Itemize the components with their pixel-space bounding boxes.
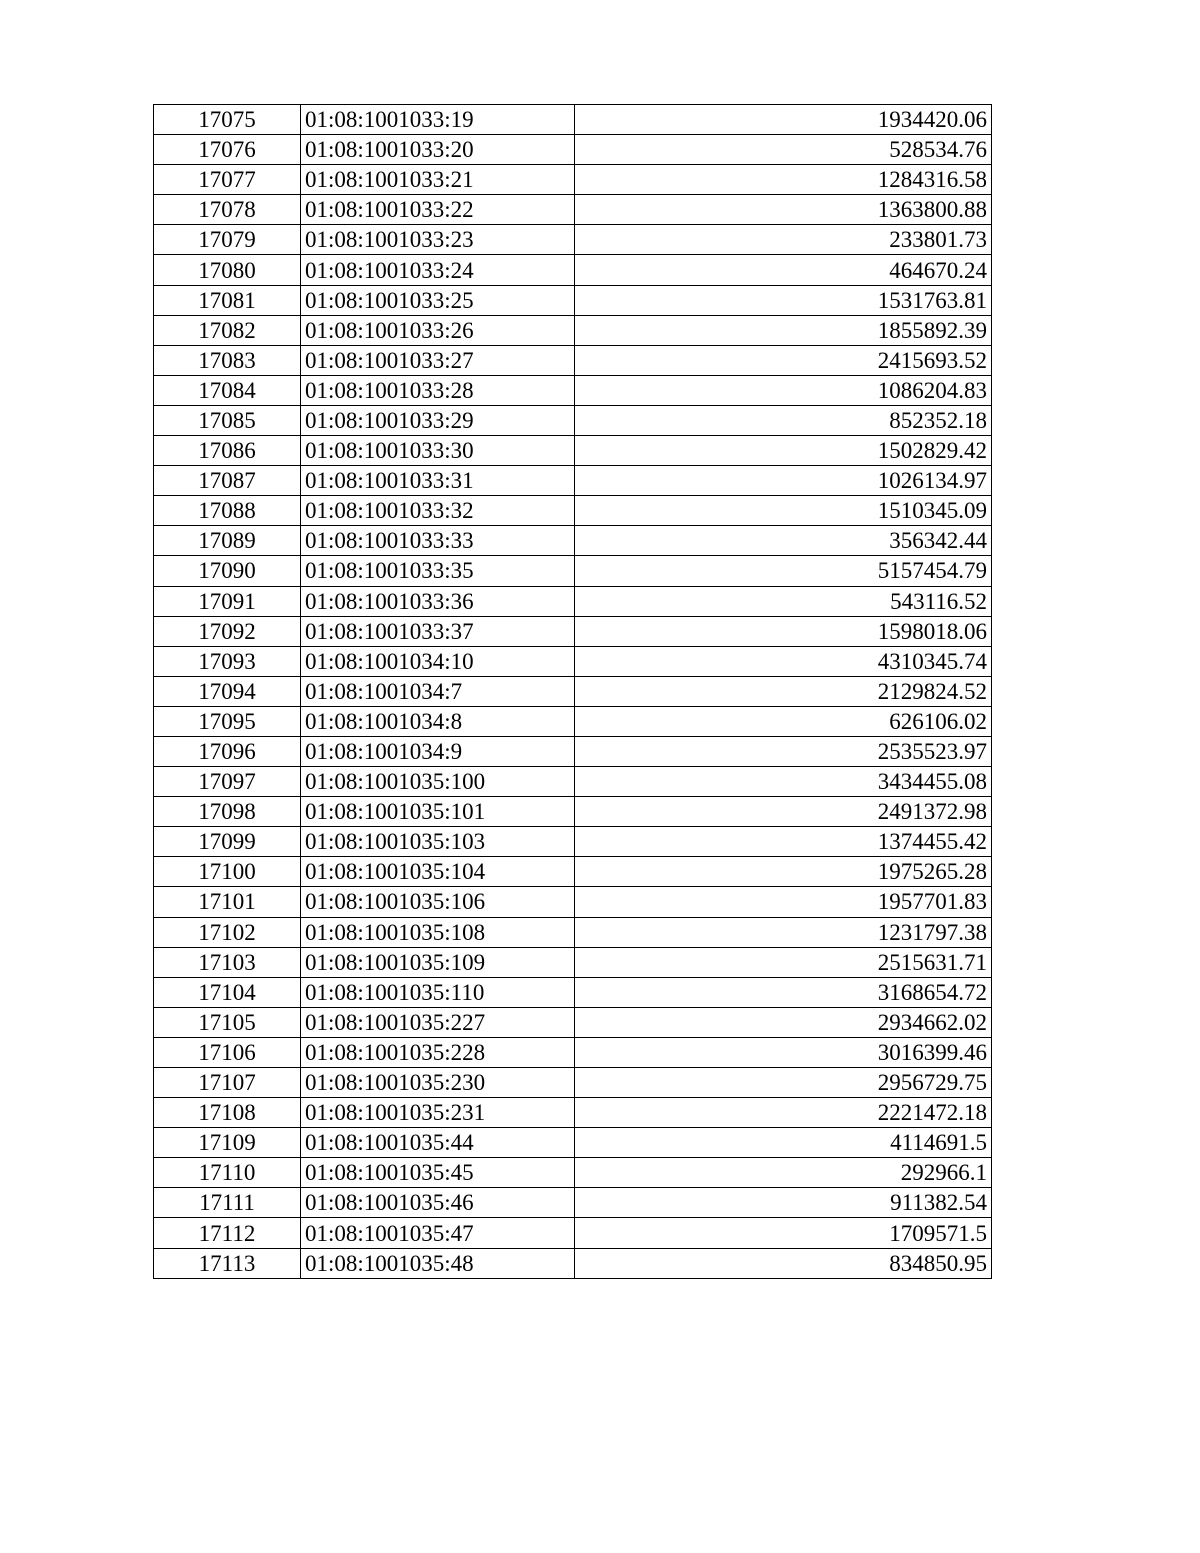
row-value: 1026134.97 bbox=[575, 466, 992, 496]
row-value: 3168654.72 bbox=[575, 977, 992, 1007]
row-number: 17077 bbox=[154, 165, 301, 195]
table-row bbox=[154, 315, 992, 345]
table-row bbox=[154, 676, 992, 706]
table-row bbox=[154, 827, 992, 857]
table-row bbox=[154, 586, 992, 616]
cadastral-code: 01:08:1001033:19 bbox=[301, 105, 575, 135]
row-number: 17092 bbox=[154, 616, 301, 646]
row-number: 17107 bbox=[154, 1068, 301, 1098]
table-row bbox=[154, 345, 992, 375]
table-row bbox=[154, 255, 992, 285]
cadastral-code: 01:08:1001033:26 bbox=[301, 315, 575, 345]
cadastral-code: 01:08:1001034:10 bbox=[301, 646, 575, 676]
cadastral-code: 01:08:1001035:227 bbox=[301, 1007, 575, 1037]
row-number: 17090 bbox=[154, 556, 301, 586]
row-value: 1284316.58 bbox=[575, 165, 992, 195]
row-number: 17084 bbox=[154, 375, 301, 405]
row-number: 17112 bbox=[154, 1218, 301, 1248]
row-value: 2415693.52 bbox=[575, 345, 992, 375]
cadastral-code: 01:08:1001033:31 bbox=[301, 466, 575, 496]
row-value: 2515631.71 bbox=[575, 947, 992, 977]
table-row bbox=[154, 105, 992, 135]
table-row bbox=[154, 1158, 992, 1188]
cadastral-code: 01:08:1001034:8 bbox=[301, 706, 575, 736]
cadastral-code: 01:08:1001033:21 bbox=[301, 165, 575, 195]
table-row bbox=[154, 857, 992, 887]
table-row bbox=[154, 797, 992, 827]
cadastral-code: 01:08:1001033:37 bbox=[301, 616, 575, 646]
cadastral-code: 01:08:1001033:35 bbox=[301, 556, 575, 586]
row-number: 17079 bbox=[154, 225, 301, 255]
row-value: 4310345.74 bbox=[575, 646, 992, 676]
row-value: 464670.24 bbox=[575, 255, 992, 285]
cadastral-code: 01:08:1001033:22 bbox=[301, 195, 575, 225]
row-number: 17080 bbox=[154, 255, 301, 285]
cadastral-code: 01:08:1001033:32 bbox=[301, 496, 575, 526]
cadastral-code: 01:08:1001035:228 bbox=[301, 1037, 575, 1067]
row-number: 17094 bbox=[154, 676, 301, 706]
row-value: 2491372.98 bbox=[575, 797, 992, 827]
cadastral-code: 01:08:1001035:101 bbox=[301, 797, 575, 827]
row-number: 17106 bbox=[154, 1037, 301, 1067]
data-table bbox=[153, 104, 992, 1279]
table-row bbox=[154, 195, 992, 225]
table-row bbox=[154, 706, 992, 736]
cadastral-code: 01:08:1001035:106 bbox=[301, 887, 575, 917]
row-value: 356342.44 bbox=[575, 526, 992, 556]
row-number: 17098 bbox=[154, 797, 301, 827]
row-value: 528534.76 bbox=[575, 135, 992, 165]
row-number: 17095 bbox=[154, 706, 301, 736]
row-number: 17102 bbox=[154, 917, 301, 947]
row-number: 17086 bbox=[154, 436, 301, 466]
cadastral-code: 01:08:1001034:9 bbox=[301, 736, 575, 766]
table-row bbox=[154, 887, 992, 917]
table-row bbox=[154, 526, 992, 556]
cadastral-code: 01:08:1001035:47 bbox=[301, 1218, 575, 1248]
cadastral-code: 01:08:1001035:110 bbox=[301, 977, 575, 1007]
row-number: 17091 bbox=[154, 586, 301, 616]
cadastral-code: 01:08:1001035:231 bbox=[301, 1098, 575, 1128]
cadastral-code: 01:08:1001033:27 bbox=[301, 345, 575, 375]
table-row bbox=[154, 1098, 992, 1128]
row-value: 2956729.75 bbox=[575, 1068, 992, 1098]
row-number: 17104 bbox=[154, 977, 301, 1007]
table-row bbox=[154, 556, 992, 586]
row-number: 17082 bbox=[154, 315, 301, 345]
table-row bbox=[154, 496, 992, 526]
row-value: 911382.54 bbox=[575, 1188, 992, 1218]
table-row bbox=[154, 736, 992, 766]
row-value: 1531763.81 bbox=[575, 285, 992, 315]
row-number: 17083 bbox=[154, 345, 301, 375]
row-number: 17101 bbox=[154, 887, 301, 917]
table-row bbox=[154, 285, 992, 315]
table-row bbox=[154, 436, 992, 466]
table-row bbox=[154, 917, 992, 947]
row-value: 3016399.46 bbox=[575, 1037, 992, 1067]
cadastral-code: 01:08:1001033:30 bbox=[301, 436, 575, 466]
row-number: 17099 bbox=[154, 827, 301, 857]
row-value: 1510345.09 bbox=[575, 496, 992, 526]
cadastral-code: 01:08:1001033:20 bbox=[301, 135, 575, 165]
row-value: 543116.52 bbox=[575, 586, 992, 616]
row-number: 17081 bbox=[154, 285, 301, 315]
table-row bbox=[154, 375, 992, 405]
row-value: 2535523.97 bbox=[575, 736, 992, 766]
table-row bbox=[154, 1068, 992, 1098]
row-value: 233801.73 bbox=[575, 225, 992, 255]
row-number: 17085 bbox=[154, 405, 301, 435]
cadastral-code: 01:08:1001033:23 bbox=[301, 225, 575, 255]
row-value: 5157454.79 bbox=[575, 556, 992, 586]
table-row bbox=[154, 1218, 992, 1248]
row-number: 17113 bbox=[154, 1248, 301, 1278]
cadastral-code: 01:08:1001033:25 bbox=[301, 285, 575, 315]
row-number: 17096 bbox=[154, 736, 301, 766]
table-row bbox=[154, 165, 992, 195]
row-number: 17076 bbox=[154, 135, 301, 165]
cadastral-code: 01:08:1001035:46 bbox=[301, 1188, 575, 1218]
row-value: 1502829.42 bbox=[575, 436, 992, 466]
row-number: 17105 bbox=[154, 1007, 301, 1037]
table-row bbox=[154, 225, 992, 255]
row-number: 17093 bbox=[154, 646, 301, 676]
cadastral-code: 01:08:1001033:28 bbox=[301, 375, 575, 405]
table-row bbox=[154, 1037, 992, 1067]
row-value: 834850.95 bbox=[575, 1248, 992, 1278]
row-number: 17108 bbox=[154, 1098, 301, 1128]
cadastral-code: 01:08:1001034:7 bbox=[301, 676, 575, 706]
table-row bbox=[154, 767, 992, 797]
cadastral-code: 01:08:1001035:109 bbox=[301, 947, 575, 977]
row-value: 1598018.06 bbox=[575, 616, 992, 646]
row-value: 852352.18 bbox=[575, 405, 992, 435]
row-number: 17103 bbox=[154, 947, 301, 977]
table-row bbox=[154, 616, 992, 646]
row-value: 1957701.83 bbox=[575, 887, 992, 917]
row-value: 3434455.08 bbox=[575, 767, 992, 797]
table-row bbox=[154, 1007, 992, 1037]
row-value: 2129824.52 bbox=[575, 676, 992, 706]
row-number: 17087 bbox=[154, 466, 301, 496]
cadastral-code: 01:08:1001035:48 bbox=[301, 1248, 575, 1278]
cadastral-code: 01:08:1001035:44 bbox=[301, 1128, 575, 1158]
row-number: 17078 bbox=[154, 195, 301, 225]
cadastral-code: 01:08:1001033:36 bbox=[301, 586, 575, 616]
row-number: 17089 bbox=[154, 526, 301, 556]
row-number: 17109 bbox=[154, 1128, 301, 1158]
cadastral-code: 01:08:1001033:24 bbox=[301, 255, 575, 285]
row-value: 1934420.06 bbox=[575, 105, 992, 135]
row-value: 1374455.42 bbox=[575, 827, 992, 857]
table-row bbox=[154, 646, 992, 676]
cadastral-code: 01:08:1001035:104 bbox=[301, 857, 575, 887]
row-value: 2934662.02 bbox=[575, 1007, 992, 1037]
cadastral-code: 01:08:1001033:33 bbox=[301, 526, 575, 556]
row-value: 1231797.38 bbox=[575, 917, 992, 947]
cadastral-code: 01:08:1001033:29 bbox=[301, 405, 575, 435]
cadastral-code: 01:08:1001035:100 bbox=[301, 767, 575, 797]
row-number: 17111 bbox=[154, 1188, 301, 1218]
cadastral-code: 01:08:1001035:230 bbox=[301, 1068, 575, 1098]
table-row bbox=[154, 1128, 992, 1158]
table-row bbox=[154, 1188, 992, 1218]
row-number: 17088 bbox=[154, 496, 301, 526]
table-row bbox=[154, 405, 992, 435]
table-row bbox=[154, 1248, 992, 1278]
table-row bbox=[154, 977, 992, 1007]
row-value: 4114691.5 bbox=[575, 1128, 992, 1158]
cadastral-code: 01:08:1001035:45 bbox=[301, 1158, 575, 1188]
row-value: 626106.02 bbox=[575, 706, 992, 736]
row-value: 1363800.88 bbox=[575, 195, 992, 225]
table-row bbox=[154, 135, 992, 165]
table-row bbox=[154, 947, 992, 977]
table-row bbox=[154, 466, 992, 496]
row-value: 2221472.18 bbox=[575, 1098, 992, 1128]
row-number: 17075 bbox=[154, 105, 301, 135]
cadastral-code: 01:08:1001035:108 bbox=[301, 917, 575, 947]
row-number: 17100 bbox=[154, 857, 301, 887]
row-number: 17110 bbox=[154, 1158, 301, 1188]
row-value: 1855892.39 bbox=[575, 315, 992, 345]
row-value: 1086204.83 bbox=[575, 375, 992, 405]
row-value: 1975265.28 bbox=[575, 857, 992, 887]
row-value: 292966.1 bbox=[575, 1158, 992, 1188]
row-value: 1709571.5 bbox=[575, 1218, 992, 1248]
table-body bbox=[154, 105, 992, 1279]
cadastral-code: 01:08:1001035:103 bbox=[301, 827, 575, 857]
row-number: 17097 bbox=[154, 767, 301, 797]
